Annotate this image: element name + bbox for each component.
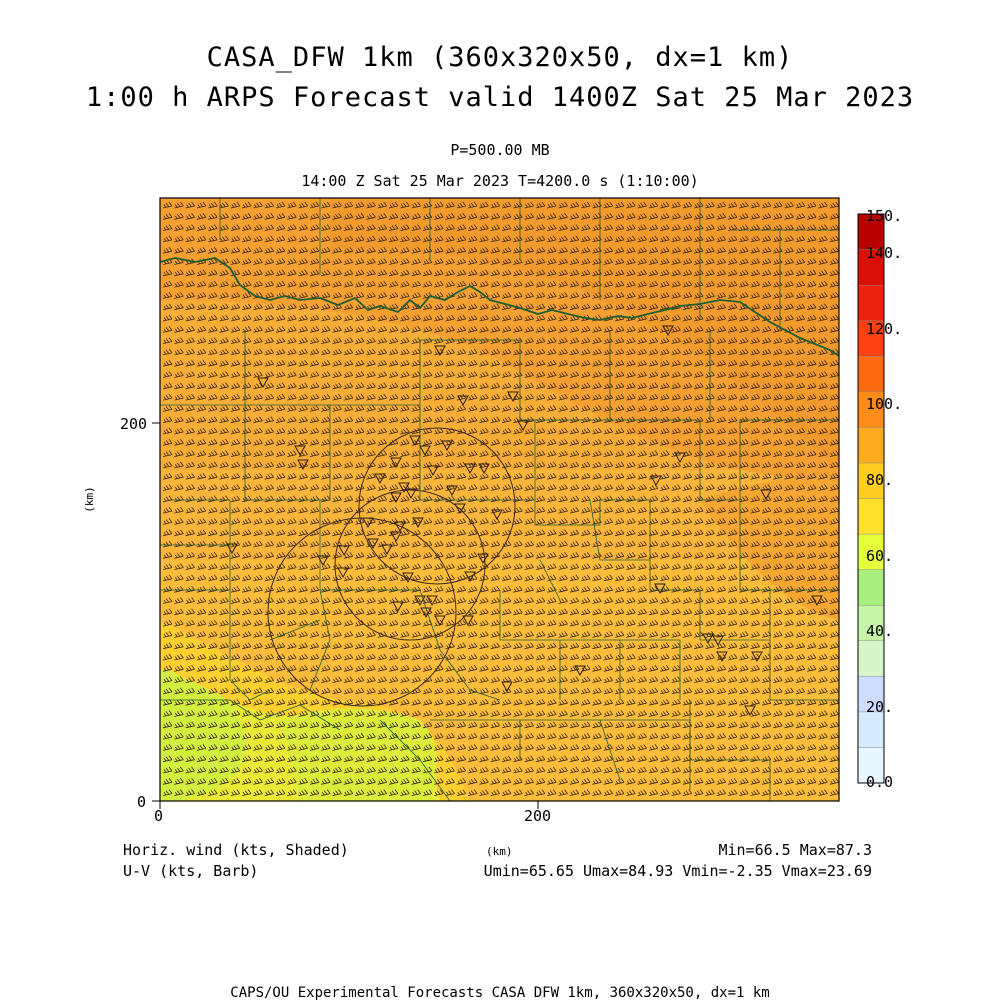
colorbar-segment (858, 356, 884, 392)
pressure-level-label: P=500.00 MB (450, 141, 550, 159)
colorbar-label-60: 60. (866, 547, 894, 565)
y-tick-0: 0 (137, 793, 147, 811)
colorbar-segment (858, 499, 884, 535)
x-axis-label: (km) (486, 845, 513, 858)
footer-credit: CAPS/OU Experimental Forecasts CASA DFW 1km, 360x320x50, dx=1 km (230, 985, 770, 1001)
colorbar-segment (858, 285, 884, 321)
colorbar-label-120: 120. (866, 320, 903, 338)
valid-time-label: 14:00 Z Sat 25 Mar 2023 T=4200.0 s (1:10:00) (301, 172, 699, 190)
colorbar-label-0: 0.0 (866, 773, 894, 791)
y-tick-200: 200 (120, 415, 148, 433)
x-tick-0: 0 (154, 807, 164, 825)
colorbar-segment (858, 427, 884, 463)
colorbar-segment (858, 641, 884, 677)
colorbar-label-40: 40. (866, 622, 894, 640)
colorbar-label-150: 150. (866, 207, 903, 225)
legend-barb-field: U-V (kts, Barb) (123, 862, 259, 880)
legend-shaded-field: Horiz. wind (kts, Shaded) (123, 841, 349, 859)
min-max-stats: Min=66.5 Max=87.3 (718, 841, 872, 859)
title-line-1: CASA_DFW 1km (360x320x50, dx=1 km) (206, 42, 794, 73)
title-line-2: 1:00 h ARPS Forecast valid 1400Z Sat 25 Mar 2023 (85, 82, 915, 113)
x-tick-200: 200 (524, 807, 552, 825)
colorbar-label-80: 80. (866, 471, 894, 489)
colorbar-segment (858, 712, 884, 748)
colorbar-label-100: 100. (866, 395, 903, 413)
colorbar-segment (858, 570, 884, 606)
uv-range-stats: Umin=65.65 Umax=84.93 Vmin=-2.35 Vmax=23.69 (483, 862, 872, 880)
colorbar-label-140: 140. (866, 244, 903, 262)
y-axis-label: (km) (82, 486, 96, 513)
colorbar-label-20: 20. (866, 698, 894, 716)
